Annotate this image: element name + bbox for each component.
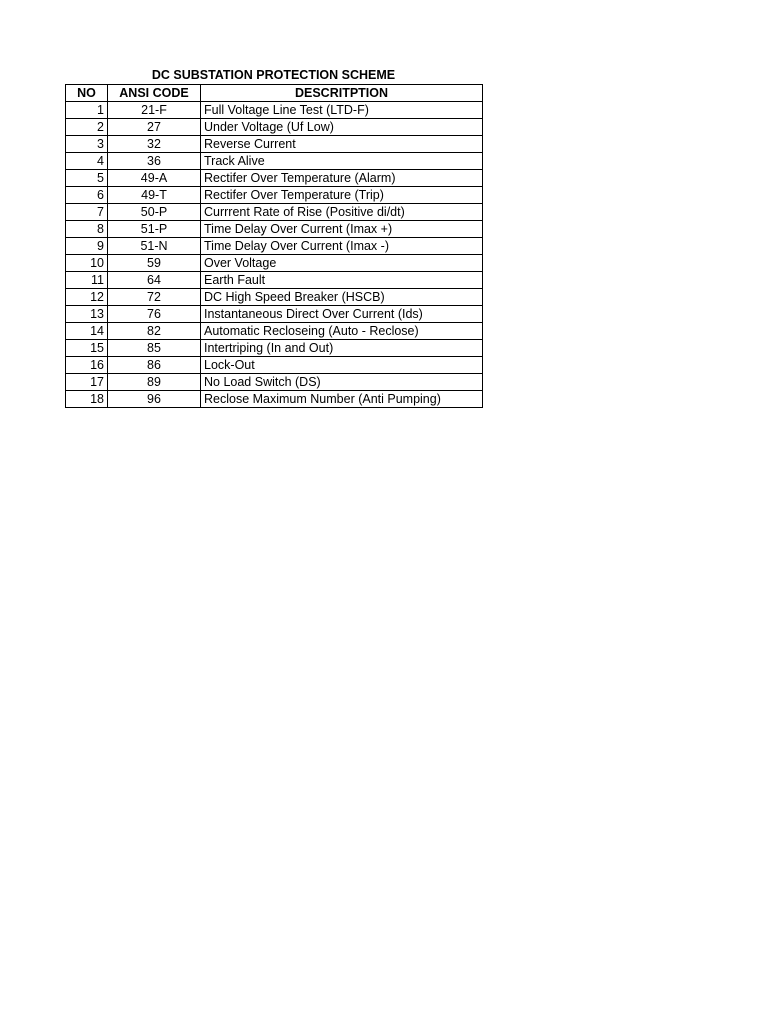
table-row bbox=[66, 391, 483, 408]
ansi-code: 51-P bbox=[108, 221, 201, 238]
description: Reverse Current bbox=[201, 136, 483, 153]
table-row bbox=[66, 255, 483, 272]
row-number: 7 bbox=[66, 204, 108, 221]
row-number: 14 bbox=[66, 323, 108, 340]
ansi-code: 51-N bbox=[108, 238, 201, 255]
table-row bbox=[66, 340, 483, 357]
row-number: 16 bbox=[66, 357, 108, 374]
ansi-code: 32 bbox=[108, 136, 201, 153]
description: Earth Fault bbox=[201, 272, 483, 289]
description: Under Voltage (Uf Low) bbox=[201, 119, 483, 136]
row-number: 3 bbox=[66, 136, 108, 153]
description: No Load Switch (DS) bbox=[201, 374, 483, 391]
ansi-code: 36 bbox=[108, 153, 201, 170]
ansi-code: 82 bbox=[108, 323, 201, 340]
table-row bbox=[66, 136, 483, 153]
header-ansi-code: ANSI CODE bbox=[108, 85, 201, 102]
row-number: 1 bbox=[66, 102, 108, 119]
table-row bbox=[66, 153, 483, 170]
table-row bbox=[66, 306, 483, 323]
description: Automatic Recloseing (Auto - Reclose) bbox=[201, 323, 483, 340]
table-row bbox=[66, 374, 483, 391]
description: Time Delay Over Current (Imax +) bbox=[201, 221, 483, 238]
ansi-code: 59 bbox=[108, 255, 201, 272]
row-number: 11 bbox=[66, 272, 108, 289]
table-row bbox=[66, 119, 483, 136]
row-number: 15 bbox=[66, 340, 108, 357]
table-row bbox=[66, 238, 483, 255]
header-no: NO bbox=[66, 85, 108, 102]
description: Over Voltage bbox=[201, 255, 483, 272]
row-number: 6 bbox=[66, 187, 108, 204]
description: Track Alive bbox=[201, 153, 483, 170]
header-row bbox=[66, 85, 483, 102]
row-number: 4 bbox=[66, 153, 108, 170]
description: Currrent Rate of Rise (Positive di/dt) bbox=[201, 204, 483, 221]
ansi-code: 86 bbox=[108, 357, 201, 374]
table-row bbox=[66, 221, 483, 238]
row-number: 8 bbox=[66, 221, 108, 238]
table-row bbox=[66, 170, 483, 187]
table-row bbox=[66, 102, 483, 119]
ansi-code: 96 bbox=[108, 391, 201, 408]
table-row bbox=[66, 204, 483, 221]
ansi-code: 27 bbox=[108, 119, 201, 136]
description: Rectifer Over Temperature (Trip) bbox=[201, 187, 483, 204]
row-number: 18 bbox=[66, 391, 108, 408]
ansi-code: 49-T bbox=[108, 187, 201, 204]
row-number: 5 bbox=[66, 170, 108, 187]
header-description: DESCRITPTION bbox=[201, 85, 483, 102]
row-number: 2 bbox=[66, 119, 108, 136]
ansi-code: 49-A bbox=[108, 170, 201, 187]
table-row bbox=[66, 187, 483, 204]
description: Rectifer Over Temperature (Alarm) bbox=[201, 170, 483, 187]
ansi-code: 50-P bbox=[108, 204, 201, 221]
ansi-code: 21-F bbox=[108, 102, 201, 119]
row-number: 12 bbox=[66, 289, 108, 306]
description: Lock-Out bbox=[201, 357, 483, 374]
table-row bbox=[66, 289, 483, 306]
ansi-code: 72 bbox=[108, 289, 201, 306]
row-number: 9 bbox=[66, 238, 108, 255]
row-number: 13 bbox=[66, 306, 108, 323]
description: DC High Speed Breaker (HSCB) bbox=[201, 289, 483, 306]
ansi-code: 85 bbox=[108, 340, 201, 357]
description: Time Delay Over Current (Imax -) bbox=[201, 238, 483, 255]
table-row bbox=[66, 323, 483, 340]
protection-scheme-sheet bbox=[65, 66, 482, 408]
ansi-code: 64 bbox=[108, 272, 201, 289]
description: Intertriping (In and Out) bbox=[201, 340, 483, 357]
description: Instantaneous Direct Over Current (Ids) bbox=[201, 306, 483, 323]
row-number: 10 bbox=[66, 255, 108, 272]
table-title: DC SUBSTATION PROTECTION SCHEME bbox=[151, 68, 396, 82]
description: Reclose Maximum Number (Anti Pumping) bbox=[201, 391, 483, 408]
ansi-code: 76 bbox=[108, 306, 201, 323]
table-row bbox=[66, 357, 483, 374]
ansi-code: 89 bbox=[108, 374, 201, 391]
description: Full Voltage Line Test (LTD-F) bbox=[201, 102, 483, 119]
protection-table bbox=[65, 84, 483, 408]
row-number: 17 bbox=[66, 374, 108, 391]
table-row bbox=[66, 272, 483, 289]
